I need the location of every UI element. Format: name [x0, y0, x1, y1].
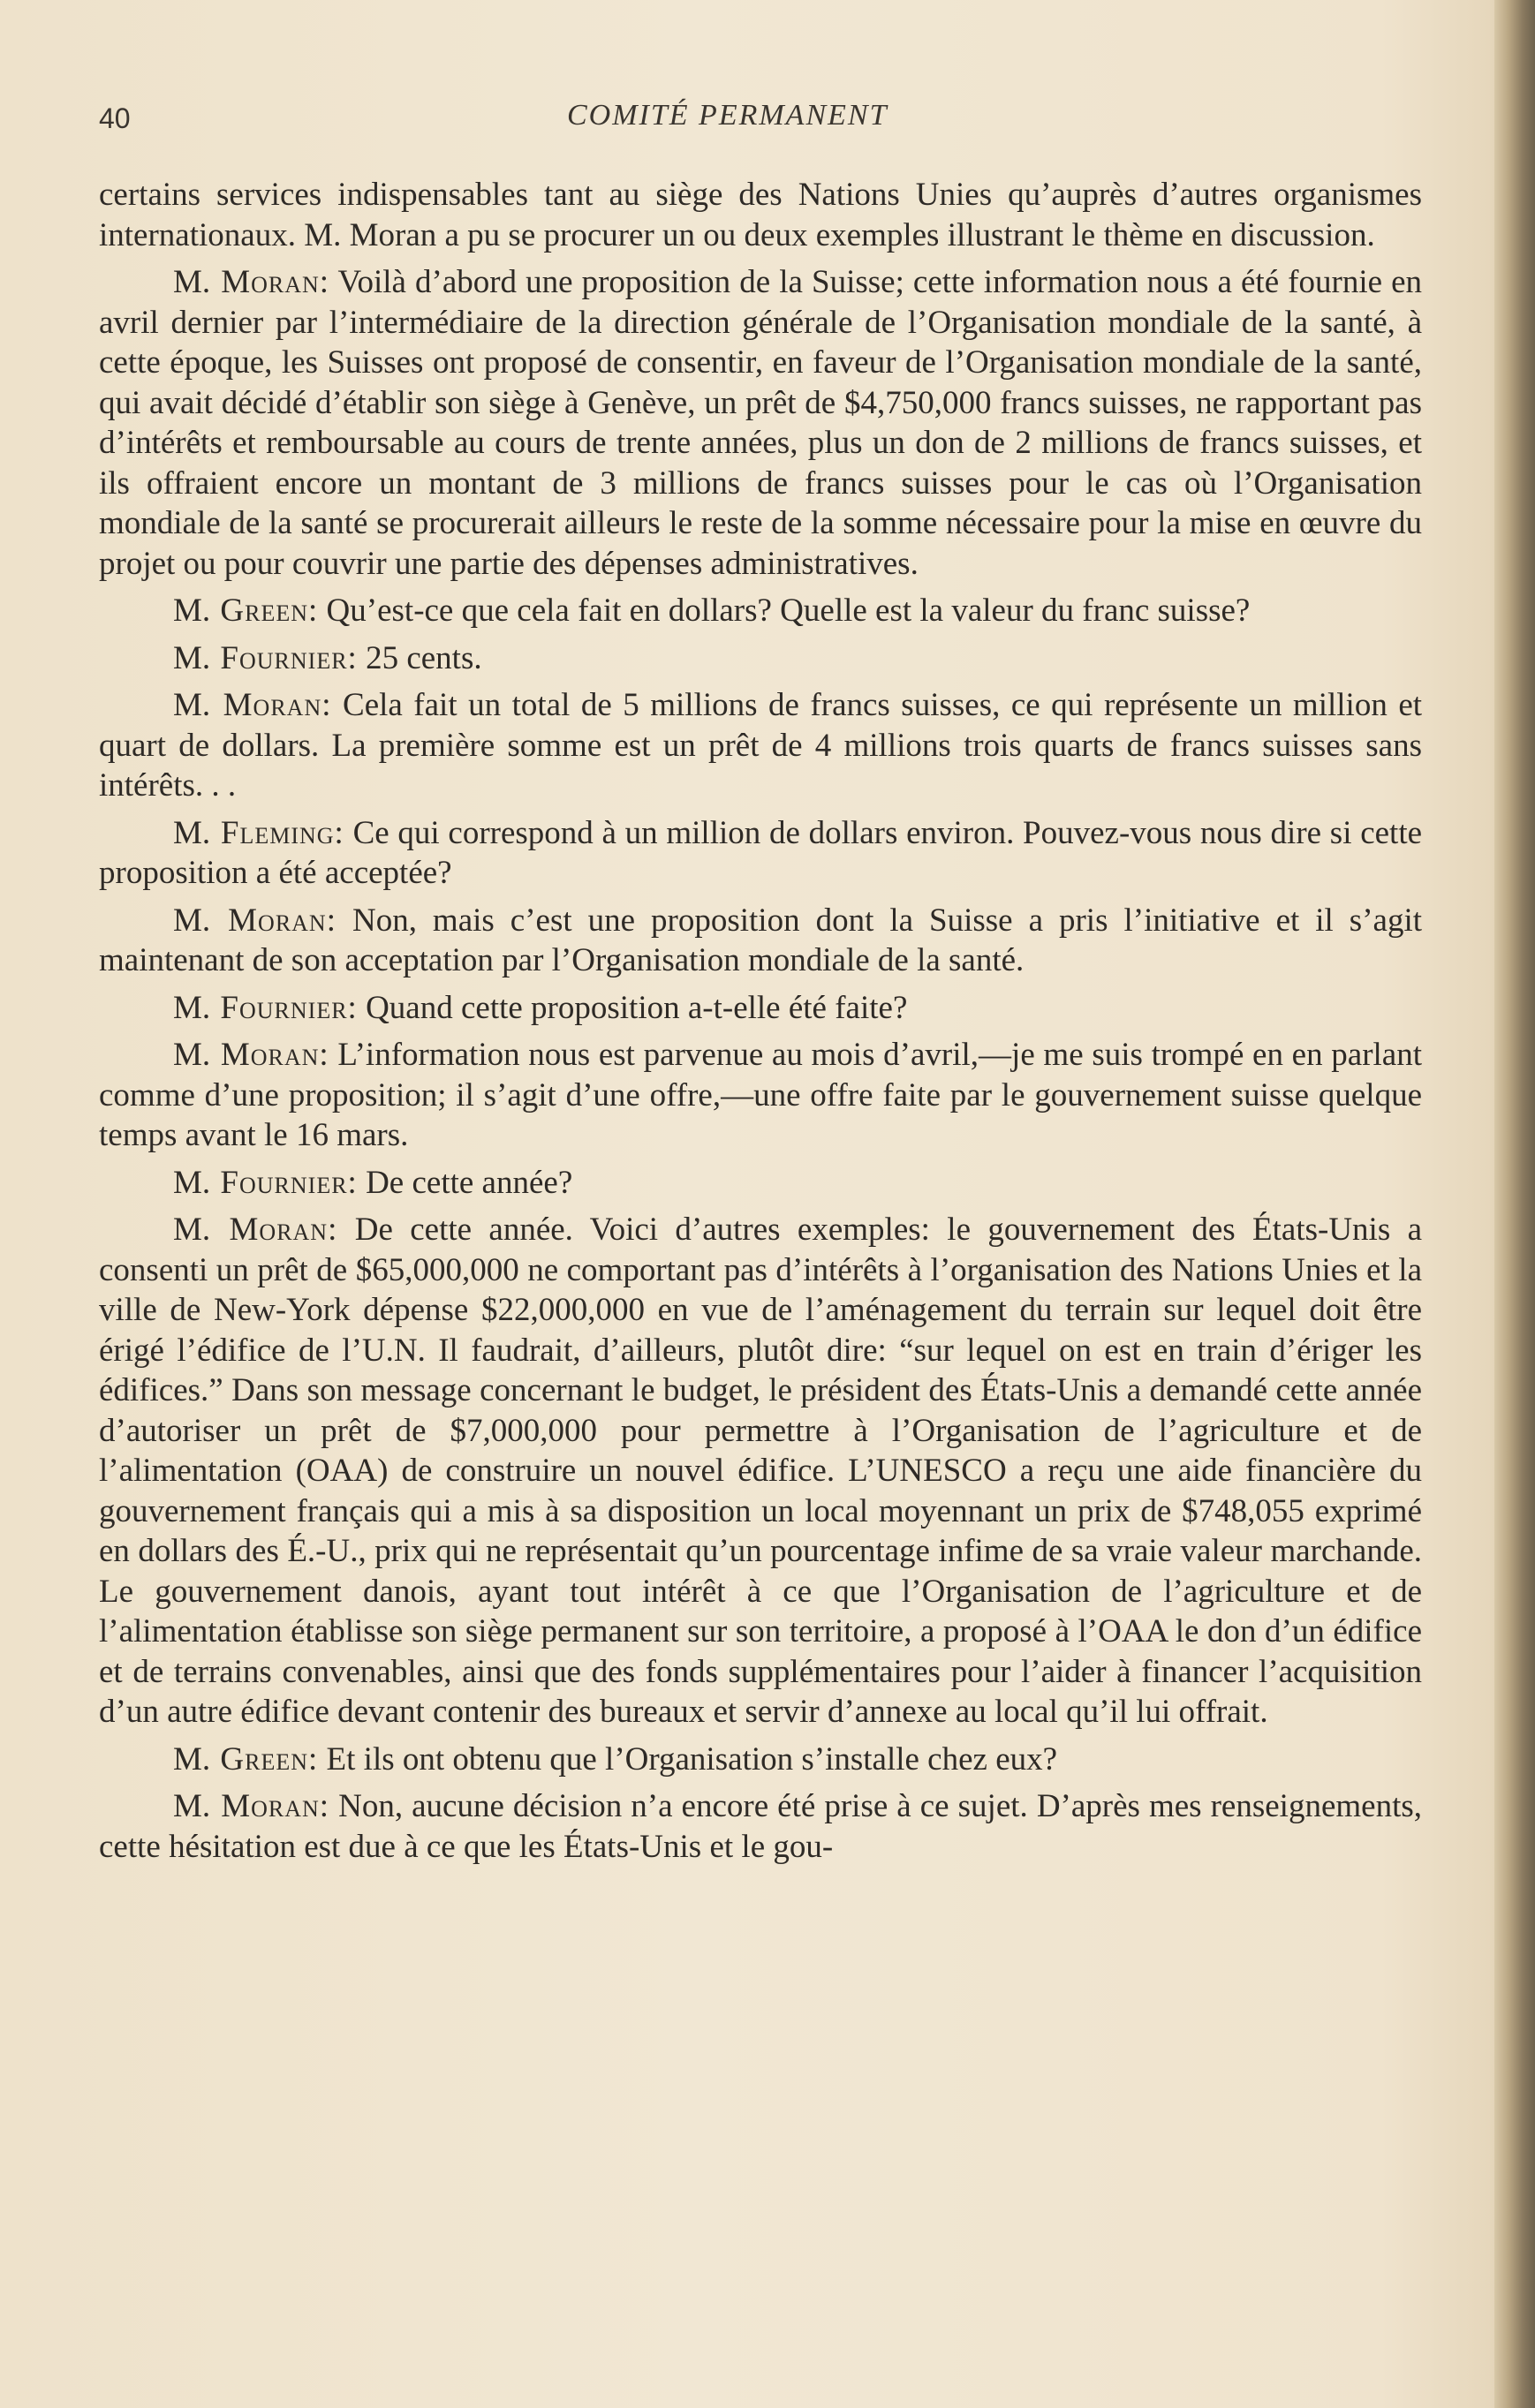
speaker-name: Green:: [220, 593, 319, 629]
speaker-name: Green:: [220, 1740, 319, 1778]
paragraph-text: Quand cette proposition a-t-elle été faite?: [366, 989, 908, 1026]
paragraph-moran-5: [99, 1210, 1422, 1732]
speaker-title: M.: [173, 989, 211, 1026]
speaker-name: Moran:: [220, 1037, 329, 1073]
paragraph-continuation: [99, 175, 1422, 255]
speaker-name: Moran:: [223, 687, 332, 723]
paragraph-text: De cette année. Voici d’autres exemples: le gouvernement des États-Unis a consenti un prêt de $65,000,000 ne comportant pas d’intérêts à l’organisation des Nations Unies et la ville de New-York dépense $22,000,000 en vue de l’aménagement du terrain sur lequel doit être érigé l’édifice de l’U.N. Il faudrait, d’ailleurs, plutôt dire: “sur lequel on est en train d’ériger les édifices.” Dans son message concernant le budget, le président des États-Unis a demandé cette année d’autoriser un prêt de $7,000,000 pour permettre à l’Organisation de l’agriculture et de l’alimentation (OAA) de construire un nouvel édifice. L’UNESCO a reçu une aide financière du gouvernement français qui a mis à sa disposition un local moyennant un prix de $748,055 exprimé en dollars des É.-U., prix qui ne représentait qu’un pourcentage infime de sa vraie valeur marchande. Le gouvernement danois, ayant tout intérêt à ce que l’Organisation de l’agriculture et de l’alimentation établisse son siège permanent sur son territoire, a proposé à l’OAA le don d’un édifice et de terrains convenables, ainsi que des fonds supplémentaires pour l’aider à financer l’acquisition d’un autre édifice devant contenir des bureaux et servir d’annexe au local qu’il lui offrait.: [99, 1212, 1423, 1730]
page-number: 40: [99, 102, 131, 134]
paragraph-text: certains services indispensables tant au siège des Nations Unies qu’auprès d’autres organismes internationaux. M. Moran a pu se procurer un ou deux exemples illustrant le thème en discussion.: [99, 177, 1422, 253]
paragraph-text: Non, mais c’est une proposition dont la Suisse a pris l’initiative et il s’agit maintenant de son acceptation par l’Organisation mondiale de la santé.: [99, 902, 1423, 978]
paragraph-moran-2: [99, 685, 1422, 806]
paragraph-text: Non, aucune décision n’a encore été prise à ce sujet. D’après mes renseignements, cette hésitation est due à ce que les États-Unis et le gou-: [99, 1788, 1423, 1865]
speaker-title: M.: [173, 902, 211, 939]
paragraph-fournier-3: [99, 1163, 1422, 1204]
paragraph-text: L’information nous est parvenue au mois d’avril,—je me suis trompé en en parlant comme d’une proposition; il s’agit d’une offre,—une offre faite par le gouvernement suisse quelque temps avant le 16 mars.: [99, 1037, 1422, 1153]
speaker-name: Moran:: [221, 264, 330, 300]
speaker-title: M.: [173, 1740, 211, 1778]
speaker-name: Moran:: [221, 1788, 330, 1824]
speaker-title: M.: [173, 814, 211, 851]
speaker-title: M.: [173, 593, 211, 629]
paragraph-fleming-1: [99, 813, 1422, 894]
speaker-title: M.: [173, 1212, 211, 1248]
paragraph-text: De cette année?: [366, 1164, 573, 1201]
paragraph-fournier-1: [99, 638, 1422, 679]
speaker-name: Fournier:: [220, 1164, 358, 1201]
speaker-title: M.: [173, 639, 211, 676]
paragraph-text: Voilà d’abord une proposition de la Suisse; cette information nous a été fournie en avril dernier par l’intermédiaire de la direction générale de l’Organisation mondiale de la santé, à cette époque, les Suisses ont proposé de consentir, en faveur de l’Organisation mondiale de la santé, qui avait décidé d’établir son siège à Genève, un prêt de $4,750,000 francs suisses, ne rapportant pas d’intérêts et remboursable au cours de trente années, plus un don de 2 millions de francs suisses, et ils offraient encore un montant de 3 millions de francs suisses pour le cas où l’Organisation mondiale de la santé se procurerait ailleurs le reste de la somme nécessaire pour la mise en œuvre du projet ou pour couvrir une partie des dépenses administratives.: [99, 264, 1423, 582]
paragraph-text: Qu’est-ce que cela fait en dollars? Quelle est la valeur du franc suisse?: [326, 593, 1251, 629]
paragraph-moran-4: [99, 1035, 1422, 1156]
paragraph-fournier-2: [99, 988, 1422, 1029]
paragraph-text: Et ils ont obtenu que l’Organisation s’installe chez eux?: [326, 1740, 1058, 1778]
speaker-name: Moran:: [229, 1212, 338, 1248]
paragraph-text: Cela fait un total de 5 millions de francs suisses, ce qui représente un million et quart de dollars. La première somme est un prêt de 4 millions trois quarts de francs suisses sans intérêts. . .: [99, 687, 1423, 804]
paragraph-text: 25 cents.: [366, 639, 482, 676]
speaker-title: M.: [173, 1788, 211, 1824]
paragraph-green-2: [99, 1740, 1422, 1780]
speaker-title: M.: [173, 1037, 211, 1073]
book-spine-shadow: [1494, 0, 1535, 2408]
paragraph-moran-3: [99, 901, 1422, 981]
speaker-name: Fournier:: [220, 639, 358, 676]
speaker-name: Fournier:: [220, 989, 358, 1026]
running-head: [99, 99, 1424, 143]
paragraph-moran-1: [99, 262, 1422, 584]
speaker-name: Fleming:: [220, 814, 344, 851]
paragraph-text: Ce qui correspond à un million de dollars environ. Pouvez-vous nous dire si cette proposition a été acceptée?: [99, 814, 1423, 891]
speaker-name: Moran:: [228, 902, 336, 939]
body-text: [99, 175, 1422, 1874]
speaker-title: M.: [173, 264, 211, 300]
speaker-title: M.: [173, 687, 211, 723]
running-title: COMITÉ PERMANENT: [567, 99, 888, 132]
paragraph-green-1: [99, 591, 1422, 631]
speaker-title: M.: [173, 1164, 211, 1201]
paragraph-moran-6: [99, 1786, 1422, 1867]
